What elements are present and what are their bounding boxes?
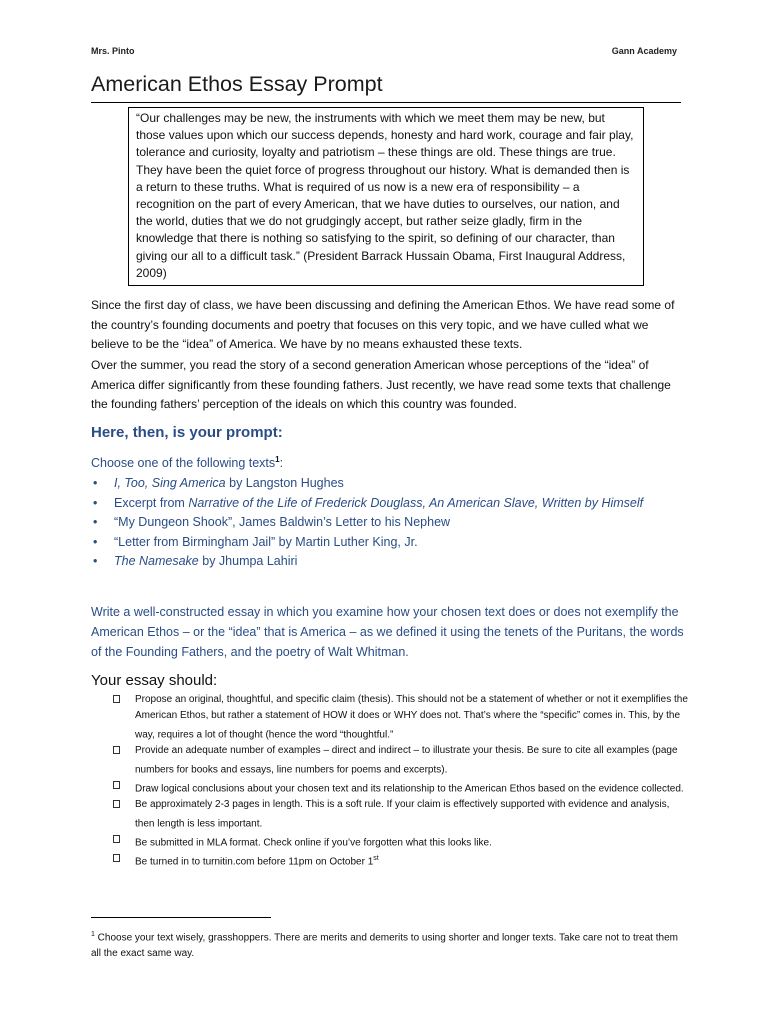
bullet-icon: •: [93, 495, 98, 510]
requirements-heading: Your essay should:: [91, 672, 218, 689]
list-item: [91, 552, 691, 572]
checkbox-icon: [113, 746, 120, 754]
footnote: [91, 927, 686, 961]
checklist-text: Be submitted in MLA format. Check online if you’ve forgotten what this looks like.: [135, 837, 492, 849]
checklist-text: Provide an adequate number of examples – direct and indirect – to illustrate your thesis. Be sure to cite all examples (page numbers for books and essays, line numbers for poems and excerpts).: [135, 744, 678, 775]
summer-paragraph: Over the summer, you read the story of a second generation American whose perceptions of the “idea” of America differ significantly from these founding fathers. Just recently, we have read some texts that challenge the founding fathers’ perception of the ideals on which this country was founded.: [91, 358, 671, 411]
header-school: Gann Academy: [611, 46, 677, 56]
checklist-item: [113, 797, 688, 832]
text-choice-list: [91, 474, 691, 572]
item-post: by Jhumpa Lahiri: [198, 554, 298, 568]
item-post: by Langston Hughes: [225, 476, 344, 490]
item-title: Narrative of the Life of Frederick Douglass, An American Slave, Written by Himself: [188, 495, 644, 510]
footnote-ref: 1: [275, 455, 280, 464]
page-header: [91, 46, 677, 56]
footnote-text: Choose your text wisely, grasshoppers. There are merits and demerits to using shorter and longer texts. Take care not to treat them all the exact same way.: [91, 932, 678, 959]
checklist-item: [113, 692, 688, 743]
bullet-icon: •: [93, 554, 98, 568]
list-item: [91, 513, 691, 533]
checkbox-icon: [113, 695, 120, 703]
checklist-text: Propose an original, thoughtful, and specific claim (thesis). This should not be a statement of whether or not it exemplifies the American Ethos, but rather a statement of HOW it does or WHY does not. That’s where the “specific” comes in. This, by the way, requires a lot of thought (hence the word “thoughtful.”: [135, 694, 688, 740]
prompt-heading: Here, then, is your prompt:: [91, 424, 283, 441]
document-title: American Ethos Essay Prompt: [91, 70, 681, 103]
intro-paragraph: Since the first day of class, we have been discussing and defining the American Ethos. We have read some of the country’s founding documents and poetry that focuses on this very topic, and we have culled what we believe to be the “idea” of America. We have by no means exhausted these texts.: [91, 298, 675, 351]
essay-instruction: Write a well-constructed essay in which you examine how your chosen text does or does not exemplify the American Ethos – or the “idea” that is America – as we defined it using the tenets of the Puritans, the words of the Founding Fathers, and the poetry of Walt Whitman.: [91, 605, 684, 659]
checkbox-icon: [113, 800, 120, 808]
quote-box: “Our challenges may be new, the instruments with which we meet them may be new, but those values upon which our success depends, honesty and hard work, courage and fair play, tolerance and curiosity, loyalty and patriotism – these things are old. These things are true. They have been the quiet force of progress throughout our history. What is demanded then is a return to these truths. What is required of us now is a new era of responsibility – a recognition on the part of every American, that we have duties to ourselves, our nation, and the world, duties that we do not grudgingly accept, but rather seize gladly, firm in the knowledge that there is nothing so satisfying to the spirit, so defining of our character, than giving our all to a difficult task.” (President Barrack Hussain Obama, First Inaugural Address, 2009): [128, 107, 644, 286]
choose-colon: :: [279, 456, 284, 471]
list-item: [91, 494, 691, 514]
item-title: I, Too, Sing America: [114, 476, 226, 490]
checklist-item: [113, 851, 688, 870]
item-pre: “Letter from Birmingham Jail” by Martin Luther King, Jr.: [114, 534, 418, 549]
requirements-checklist: [113, 692, 688, 870]
list-item: [91, 474, 691, 494]
bullet-icon: •: [93, 515, 98, 529]
checklist-text: Be turned in to turnitin.com before 11pm on October 1: [135, 856, 374, 868]
footnote-divider: [91, 917, 271, 918]
item-pre: Excerpt from: [114, 495, 189, 510]
item-pre: “My Dungeon Shook”, James Baldwin’s Letter to his Nephew: [114, 515, 451, 529]
checklist-item: [113, 743, 688, 778]
checkbox-icon: [113, 781, 120, 789]
checklist-text: Draw logical conclusions about your chosen text and its relationship to the American Ethos based on the evidence collected.: [135, 782, 684, 794]
item-title: The Namesake: [114, 554, 199, 568]
checklist-item: [113, 832, 688, 851]
bullet-icon: •: [93, 476, 98, 490]
choose-line: [91, 455, 283, 470]
bullet-icon: •: [93, 534, 98, 549]
checklist-item: [113, 778, 688, 797]
footnote-number: 1: [91, 931, 95, 938]
checkbox-icon: [113, 835, 120, 843]
checkbox-icon: [113, 854, 120, 862]
checklist-text: Be approximately 2-3 pages in length. This is a soft rule. If your claim is effectively supported with evidence and analysis, then length is less important.: [135, 798, 670, 829]
header-teacher: Mrs. Pinto: [91, 46, 135, 56]
checklist-sup: st: [373, 854, 379, 862]
choose-text: Choose one of the following texts: [91, 456, 276, 471]
list-item: [91, 533, 691, 553]
